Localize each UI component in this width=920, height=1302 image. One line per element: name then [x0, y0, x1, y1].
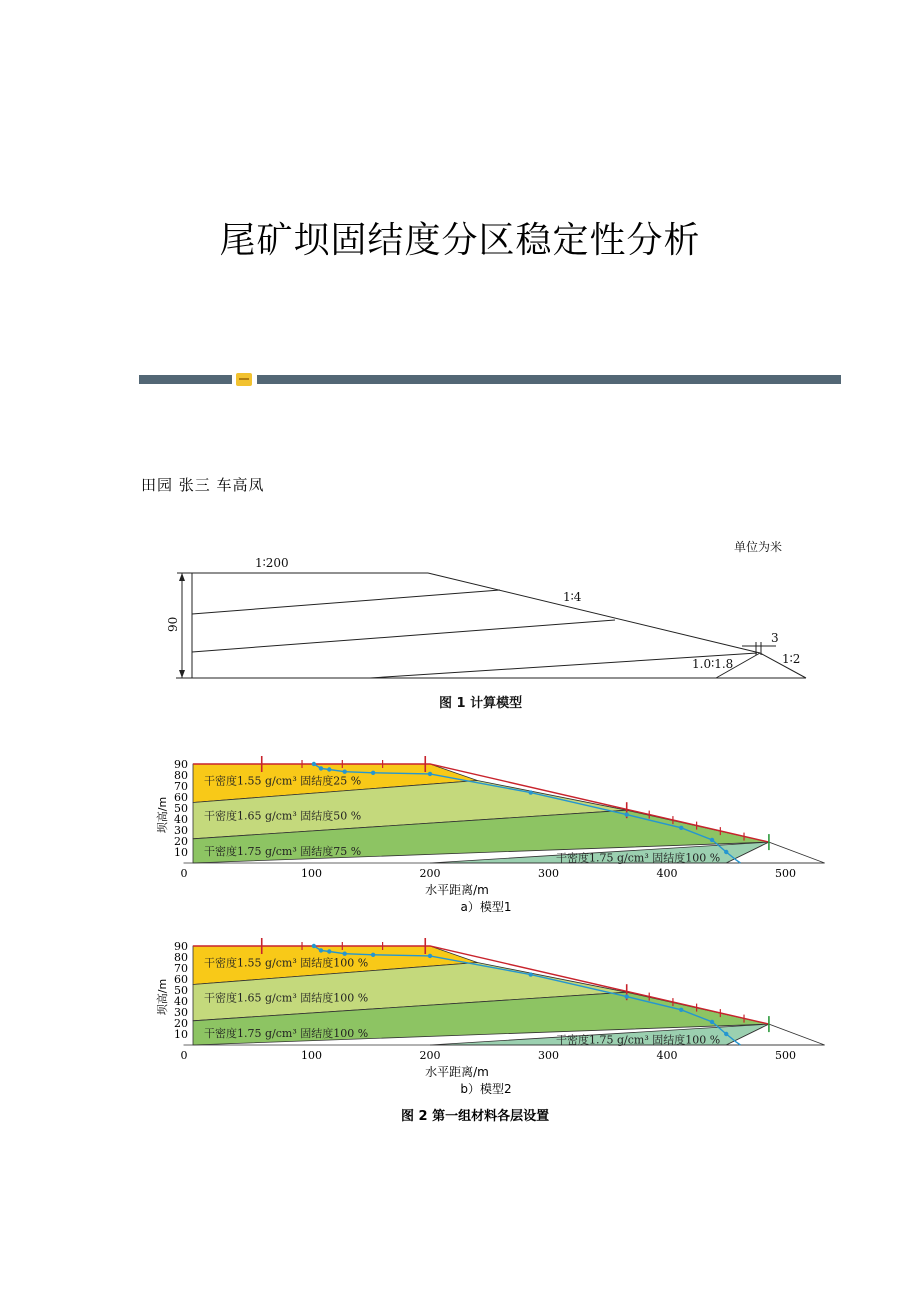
y-tick-label: 70 — [174, 780, 188, 793]
y-tick-label: 10 — [174, 1028, 188, 1041]
layer-label-1: 干密度1.55 g/cm³ 固结度100 % — [204, 956, 369, 970]
phreatic-point — [371, 771, 375, 775]
phreatic-point — [724, 1032, 728, 1036]
x-tick-label: 300 — [538, 867, 559, 880]
y-tick-label: 80 — [174, 951, 188, 964]
x-tick-label: 100 — [301, 1049, 322, 1062]
fig2-panel-a — [155, 756, 825, 914]
x-tick-label: 500 — [775, 1049, 796, 1062]
phreatic-point — [529, 972, 533, 976]
fig1-main-slope — [428, 573, 760, 653]
phreatic-point — [342, 770, 346, 774]
layer-label-2: 干密度1.65 g/cm³ 固结度100 % — [204, 991, 369, 1005]
fig1-layer-line-1 — [192, 590, 500, 614]
layer-label-4: 干密度1.75 g/cm³ 固结度100 % — [556, 1033, 721, 1047]
layer-label-3: 干密度1.75 g/cm³ 固结度100 % — [204, 1026, 369, 1040]
subfigure-caption: a）模型1 — [460, 900, 512, 914]
layer-label-2: 干密度1.65 g/cm³ 固结度50 % — [204, 809, 362, 823]
y-tick-label: 90 — [174, 940, 188, 953]
fig1-dim-arrow-bottom — [179, 670, 185, 678]
phreatic-point — [428, 954, 432, 958]
layer-label-3: 干密度1.75 g/cm³ 固结度75 % — [204, 844, 362, 858]
fig1-width-label: 3 — [771, 631, 779, 645]
x-tick-label: 200 — [419, 1049, 441, 1062]
phreatic-point — [319, 766, 323, 770]
y-tick-label: 60 — [174, 973, 188, 986]
x-tick-label: 400 — [656, 867, 678, 880]
x-tick-label: 0 — [180, 867, 188, 880]
y-axis-label: 坝高/m — [156, 978, 169, 1016]
phreatic-point — [724, 850, 728, 854]
phreatic-point — [679, 1008, 683, 1012]
phreatic-point — [625, 812, 629, 816]
y-tick-label: 30 — [174, 824, 188, 837]
y-tick-label: 50 — [174, 984, 188, 997]
fig2-caption: 图 2 第一组材料各层设置 — [401, 1109, 550, 1124]
layer-label-4: 干密度1.75 g/cm³ 固结度100 % — [556, 851, 721, 865]
x-tick-label: 0 — [180, 1049, 188, 1062]
phreatic-point — [428, 772, 432, 776]
figure-1-labels — [166, 539, 800, 711]
phreatic-point — [327, 949, 331, 953]
y-tick-label: 20 — [174, 835, 188, 848]
y-tick-label: 40 — [174, 813, 188, 826]
y-tick-label: 40 — [174, 995, 188, 1008]
phreatic-point — [342, 952, 346, 956]
page-title: 尾矿坝固结度分区稳定性分析 — [219, 220, 701, 261]
phreatic-point — [312, 944, 316, 948]
x-tick-label: 300 — [538, 1049, 559, 1062]
phreatic-point — [679, 826, 683, 830]
fig1-unit-note: 单位为米 — [734, 540, 783, 554]
y-tick-label: 10 — [174, 846, 188, 859]
y-tick-label: 60 — [174, 791, 188, 804]
fig1-slope-label-starter: 1.0∶1.8 — [692, 657, 734, 671]
x-tick-label: 100 — [301, 867, 322, 880]
x-tick-label: 400 — [656, 1049, 678, 1062]
phreatic-point — [710, 838, 714, 842]
phreatic-point — [312, 762, 316, 766]
phreatic-point — [371, 953, 375, 957]
x-axis-label: 水平距离/m — [425, 1065, 489, 1079]
x-tick-label: 200 — [419, 867, 441, 880]
x-axis-label: 水平距离/m — [425, 883, 489, 897]
fig2-panel-b — [155, 938, 825, 1096]
y-axis-label: 坝高/m — [156, 796, 169, 834]
y-tick-label: 30 — [174, 1006, 188, 1019]
y-tick-label: 50 — [174, 802, 188, 815]
fig1-slope-label-crest: 1∶200 — [255, 556, 289, 570]
y-tick-label: 20 — [174, 1017, 188, 1030]
phreatic-point — [319, 948, 323, 952]
fig1-slope-label-toe: 1∶2 — [782, 652, 801, 666]
y-tick-label: 80 — [174, 769, 188, 782]
phreatic-point — [625, 994, 629, 998]
y-tick-label: 70 — [174, 962, 188, 975]
y-tick-label: 90 — [174, 758, 188, 771]
phreatic-point — [710, 1020, 714, 1024]
phreatic-point — [327, 767, 331, 771]
fig1-layer-line-2 — [192, 620, 615, 652]
fig1-dim-arrow-top — [179, 573, 185, 581]
layer-label-1: 干密度1.55 g/cm³ 固结度25 % — [204, 774, 362, 788]
phreatic-point — [529, 790, 533, 794]
subfigure-caption: b）模型2 — [460, 1082, 512, 1096]
fig1-height-label: 90 — [166, 616, 180, 632]
author-list: 田园 张三 车高凤 — [141, 476, 265, 494]
x-tick-label: 500 — [775, 867, 796, 880]
fig1-slope-label-main: 1∶4 — [563, 590, 582, 604]
fig1-caption: 图 1 计算模型 — [439, 696, 523, 711]
